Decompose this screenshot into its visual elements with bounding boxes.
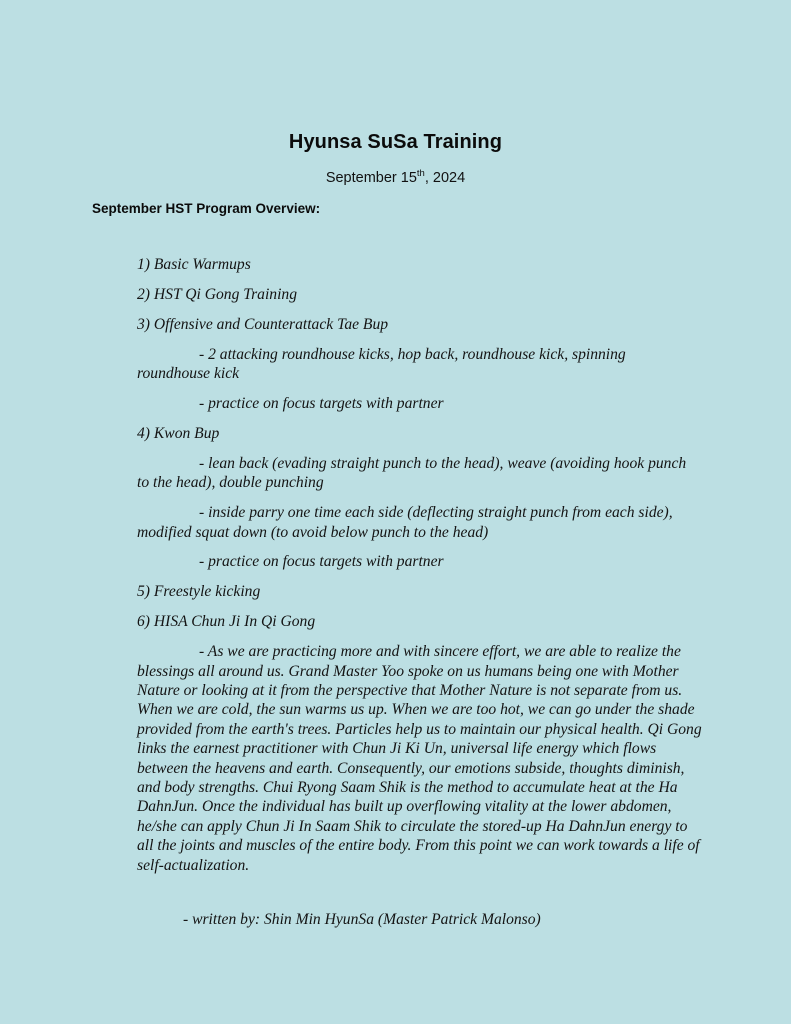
closing-paragraph: - As we are practicing more and with sincere effort, we are able to realize the blessings all around us. Grand Master Yoo spoke on us humans being one with Mother Nature or looking at it from the perspective that Mother Nature is not separate from us. When we are cold, the sun warms us up. When we are too hot, we can go under the shade provided from the earth's trees. Particles help us to maintain our physical health. Qi Gong links the earnest practitioner with Chun Ji Ki Un, universal life energy which flows between the heavens and earth. Consequently, our emotions subside, thoughts diminish, and body strengths. Chui Ryong Saam Shik is the method to accumulate heat at the Ha DahnJun. Once the individual has built up overflowing vitality at the lower abdomen, he/she can apply Chun Ji In Saam Shik to circulate the stored-up Ha DahnJun energy to all the joints and muscles of the entire body. From this point we can work towards a life of self-actualization. [137,643,702,874]
list-subitem: - practice on focus targets with partner [199,395,444,413]
list-item: 2) HST Qi Gong Training [137,285,298,303]
section-heading: September HST Program Overview: [92,201,321,216]
list-subitem: - lean back (evading straight punch to the head), weave (avoiding hook punch to the head), double punching [137,454,687,492]
document-date [0,170,791,186]
date-month-day: September 15 [325,170,417,186]
date-year: , 2024 [424,170,466,186]
list-item: 3) Offensive and Counterattack Tae Bup [137,315,389,333]
list-item: 5) Freestyle kicking [137,583,261,601]
list-subitem: - inside parry one time each side (deflecting straight punch from each side), modified squat down (to avoid below punch to the head) [137,504,673,541]
list-item: 4) Kwon Bup [137,424,220,442]
list-subitem: - 2 attacking roundhouse kicks, hop back, roundhouse kick, spinning roundhouse kick [137,345,626,383]
list-subitem: - practice on focus targets with partner [199,553,444,571]
page-title: Hyunsa SuSa Training [288,131,503,153]
date-ordinal-suffix: th [416,168,425,180]
list-item: 1) Basic Warmups [137,256,251,273]
list-item: 6) HISA Chun Ji In Qi Gong [137,613,316,631]
author-signature: - written by: Shin Min HyunSa (Master Patrick Malonso) [183,911,541,928]
program-outline [137,255,702,875]
